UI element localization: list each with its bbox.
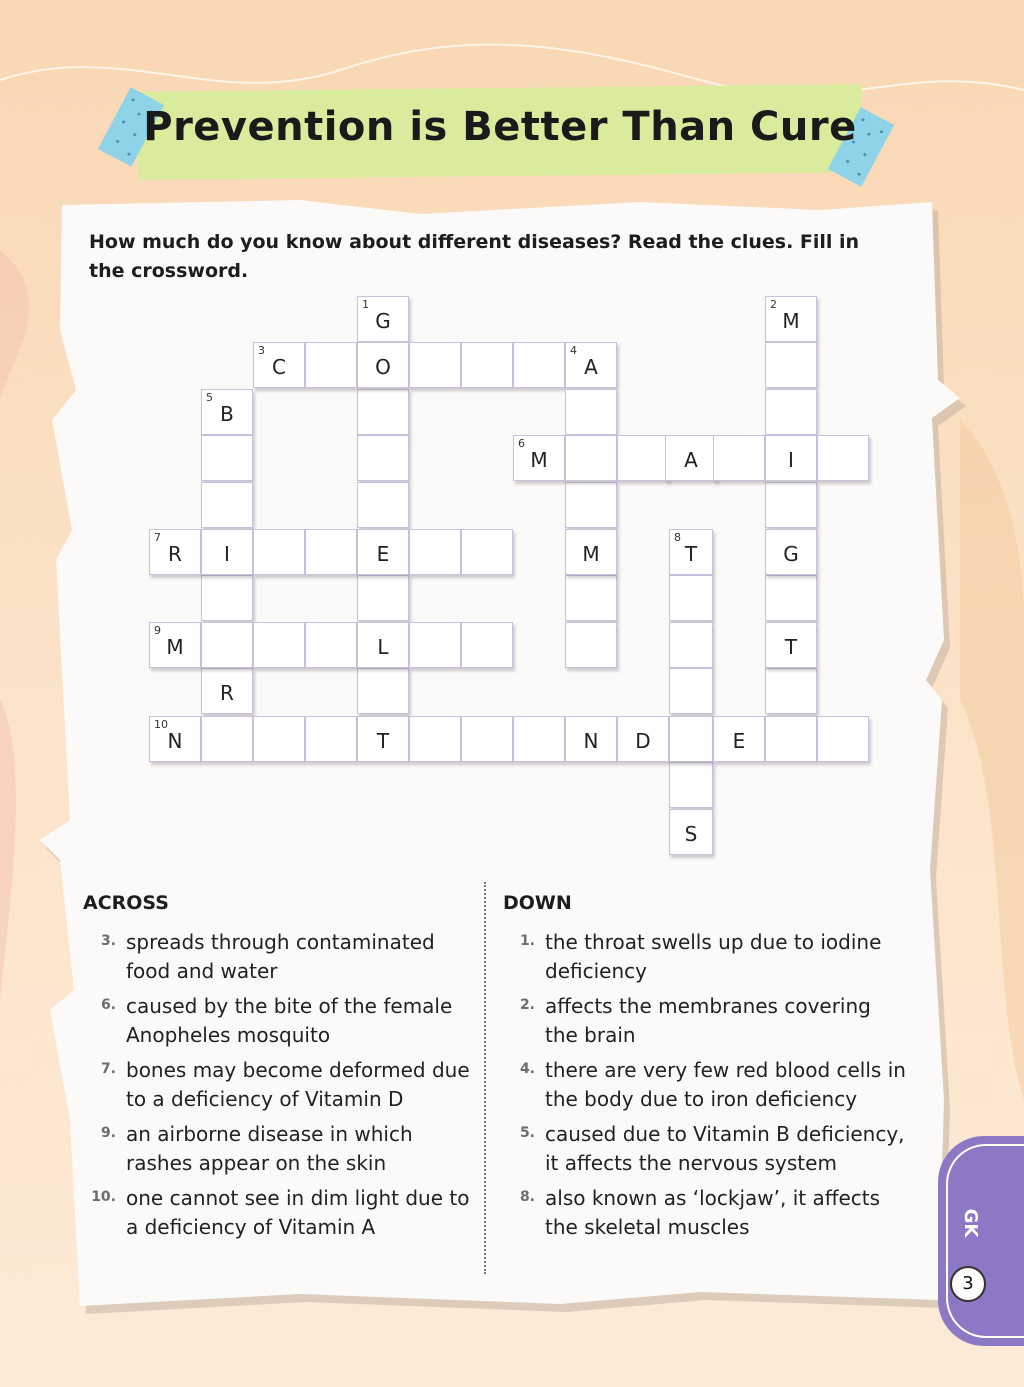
crossword-cell[interactable] <box>565 482 617 528</box>
list-item <box>503 1184 908 1242</box>
clue-text: bones may become deformed due to a deficiency of Vitamin D <box>126 1058 470 1111</box>
section-label: GK <box>960 1208 981 1238</box>
crossword-cell[interactable] <box>305 622 357 668</box>
crossword-cell[interactable] <box>817 716 869 762</box>
cell-letter: N <box>167 729 183 753</box>
crossword-cell[interactable] <box>565 342 617 388</box>
crossword-cell[interactable] <box>409 529 461 575</box>
cell-letter: N <box>583 729 599 753</box>
crossword-cell[interactable] <box>201 716 253 762</box>
down-clue-list <box>503 928 908 1248</box>
crossword-cell[interactable] <box>765 482 817 528</box>
clue-text: spreads through contaminated food and water <box>126 930 435 983</box>
cell-letter: R <box>220 681 234 705</box>
list-item <box>84 928 474 986</box>
cell-letter: D <box>635 729 651 753</box>
crossword-cell[interactable] <box>357 482 409 528</box>
clue-text: caused due to Vitamin B deficiency, it affects the nervous system <box>545 1122 905 1175</box>
crossword-cell[interactable] <box>149 529 201 575</box>
clue-text: caused by the bite of the female Anopheles mosquito <box>126 994 453 1047</box>
cell-letter: O <box>375 355 391 379</box>
crossword-cell[interactable] <box>713 716 765 762</box>
crossword-cell[interactable] <box>253 716 305 762</box>
list-item <box>84 1184 474 1242</box>
clue-number: 4. <box>519 1061 535 1077</box>
crossword-cell[interactable] <box>765 529 817 575</box>
crossword-cell[interactable] <box>565 575 617 621</box>
cell-letter: I <box>788 448 794 472</box>
cell-letter: T <box>376 729 390 753</box>
crossword-cell[interactable] <box>409 622 461 668</box>
clue-number: 9. <box>100 1125 116 1141</box>
crossword-cell[interactable] <box>669 716 713 762</box>
column-divider <box>484 882 486 1274</box>
crossword-cell[interactable] <box>357 435 409 481</box>
crossword-cell[interactable] <box>669 529 713 575</box>
crossword-cell[interactable] <box>765 435 817 481</box>
clue-number: 2. <box>519 997 535 1013</box>
crossword-cell[interactable] <box>765 342 817 388</box>
clue-text: one cannot see in dim light due to a deficiency of Vitamin A <box>126 1186 470 1239</box>
clue-number: 8 <box>674 531 681 544</box>
clue-number: 6 <box>518 437 525 450</box>
cell-letter: E <box>376 542 390 566</box>
crossword-cell[interactable] <box>357 622 409 668</box>
crossword-cell[interactable] <box>565 622 617 668</box>
crossword-cell[interactable] <box>765 575 817 621</box>
crossword-cell[interactable] <box>665 435 717 481</box>
crossword-cell[interactable] <box>565 435 617 481</box>
page-title: Prevention is Better Than Cure <box>143 104 857 150</box>
crossword-cell[interactable] <box>253 342 305 388</box>
crossword-cell[interactable] <box>765 668 817 714</box>
crossword-cell[interactable] <box>565 389 617 435</box>
crossword-cell[interactable] <box>669 575 713 621</box>
crossword-cell[interactable] <box>461 622 513 668</box>
crossword-cell[interactable] <box>357 342 409 388</box>
crossword-cell[interactable] <box>765 622 817 668</box>
crossword-cell[interactable] <box>565 716 617 762</box>
list-item <box>503 992 908 1050</box>
cell-letter: E <box>732 729 746 753</box>
crossword-cell[interactable] <box>253 622 305 668</box>
crossword-cell[interactable] <box>201 482 253 528</box>
down-heading: DOWN <box>503 892 572 914</box>
clue-number: 10 <box>154 718 168 731</box>
crossword-cell[interactable] <box>149 716 201 762</box>
clue-number: 7 <box>154 531 161 544</box>
clue-number: 3. <box>100 933 116 949</box>
crossword-cell[interactable] <box>409 716 461 762</box>
crossword-cell[interactable] <box>305 716 357 762</box>
crossword-cell[interactable] <box>305 529 357 575</box>
crossword-cell[interactable] <box>669 622 713 668</box>
crossword-cell[interactable] <box>765 389 817 435</box>
cell-letter: M <box>582 542 600 566</box>
across-clue-list <box>84 928 474 1248</box>
clue-number: 6. <box>100 997 116 1013</box>
crossword-cell[interactable] <box>357 716 409 762</box>
crossword-cell[interactable] <box>357 529 409 575</box>
cell-letter: A <box>684 448 698 472</box>
crossword-cell[interactable] <box>617 435 669 481</box>
crossword-cell[interactable] <box>513 716 565 762</box>
crossword-cell[interactable] <box>565 529 617 575</box>
cell-letter: T <box>784 635 798 659</box>
clue-number: 3 <box>258 344 265 357</box>
clue-text: there are very few red blood cells in the body due to iron deficiency <box>545 1058 906 1111</box>
cell-letter: A <box>584 355 598 379</box>
cell-letter: L <box>377 635 389 659</box>
crossword-cell[interactable] <box>409 342 461 388</box>
cell-letter: S <box>684 822 698 846</box>
clue-number: 9 <box>154 624 161 637</box>
crossword-cell[interactable] <box>765 296 817 342</box>
crossword-cell[interactable] <box>357 668 409 714</box>
crossword-cell[interactable] <box>357 389 409 435</box>
crossword-cell[interactable] <box>617 716 669 762</box>
crossword-cell[interactable] <box>201 389 253 435</box>
crossword-cell[interactable] <box>765 716 817 762</box>
clue-number: 5 <box>206 391 213 404</box>
crossword-cell[interactable] <box>461 529 513 575</box>
clue-number: 2 <box>770 298 777 311</box>
clue-number: 1 <box>362 298 369 311</box>
list-item <box>503 1120 908 1178</box>
crossword-cell[interactable] <box>201 668 253 714</box>
crossword-cell[interactable] <box>201 435 253 481</box>
clue-number: 5. <box>519 1125 535 1141</box>
clue-number: 1. <box>519 933 535 949</box>
clue-number: 10. <box>91 1189 116 1205</box>
list-item <box>503 1056 908 1114</box>
crossword-cell[interactable] <box>357 296 409 342</box>
crossword-cell[interactable] <box>513 342 565 388</box>
crossword-cell[interactable] <box>357 575 409 621</box>
crossword-cell[interactable] <box>461 342 513 388</box>
cell-letter: T <box>684 542 698 566</box>
clue-number: 7. <box>100 1061 116 1077</box>
across-heading: ACROSS <box>83 892 169 914</box>
clue-text: the throat swells up due to iodine deficiency <box>545 930 882 983</box>
cell-letter: G <box>375 309 391 333</box>
instructions: How much do you know about different diseases? Read the clues. Fill in the crossword. <box>89 231 860 282</box>
page-number: 3 <box>950 1266 986 1302</box>
clue-number: 8. <box>519 1189 535 1205</box>
clue-number: 4 <box>570 344 577 357</box>
crossword-cell[interactable] <box>305 342 357 388</box>
crossword-cell[interactable] <box>201 575 253 621</box>
list-item <box>84 1056 474 1114</box>
crossword-cell[interactable] <box>201 529 253 575</box>
crossword-cell[interactable] <box>149 622 201 668</box>
crossword-cell[interactable] <box>513 435 565 481</box>
cell-letter: C <box>272 355 286 379</box>
list-item <box>84 992 474 1050</box>
cell-letter: R <box>168 542 182 566</box>
cell-letter: M <box>530 448 548 472</box>
crossword-cell[interactable] <box>253 529 305 575</box>
crossword-cell[interactable] <box>669 668 713 714</box>
clue-text: an airborne disease in which rashes appear on the skin <box>126 1122 413 1175</box>
crossword-cell[interactable] <box>201 622 253 668</box>
crossword-cell[interactable] <box>817 435 869 481</box>
list-item <box>84 1120 474 1178</box>
cell-letter: M <box>782 309 800 333</box>
crossword-cell[interactable] <box>461 716 513 762</box>
list-item <box>503 928 908 986</box>
section-tab-border <box>946 1144 1024 1338</box>
clue-text: also known as ‘lockjaw’, it affects the skeletal muscles <box>545 1186 881 1239</box>
cell-letter: B <box>220 402 234 426</box>
crossword-cell[interactable] <box>669 809 713 855</box>
cell-letter: G <box>783 542 799 566</box>
clue-text: affects the membranes covering the brain <box>545 994 871 1047</box>
cell-letter: M <box>166 635 184 659</box>
crossword-cell[interactable] <box>669 762 713 808</box>
cell-letter: I <box>224 542 230 566</box>
crossword-cell[interactable] <box>713 435 765 481</box>
